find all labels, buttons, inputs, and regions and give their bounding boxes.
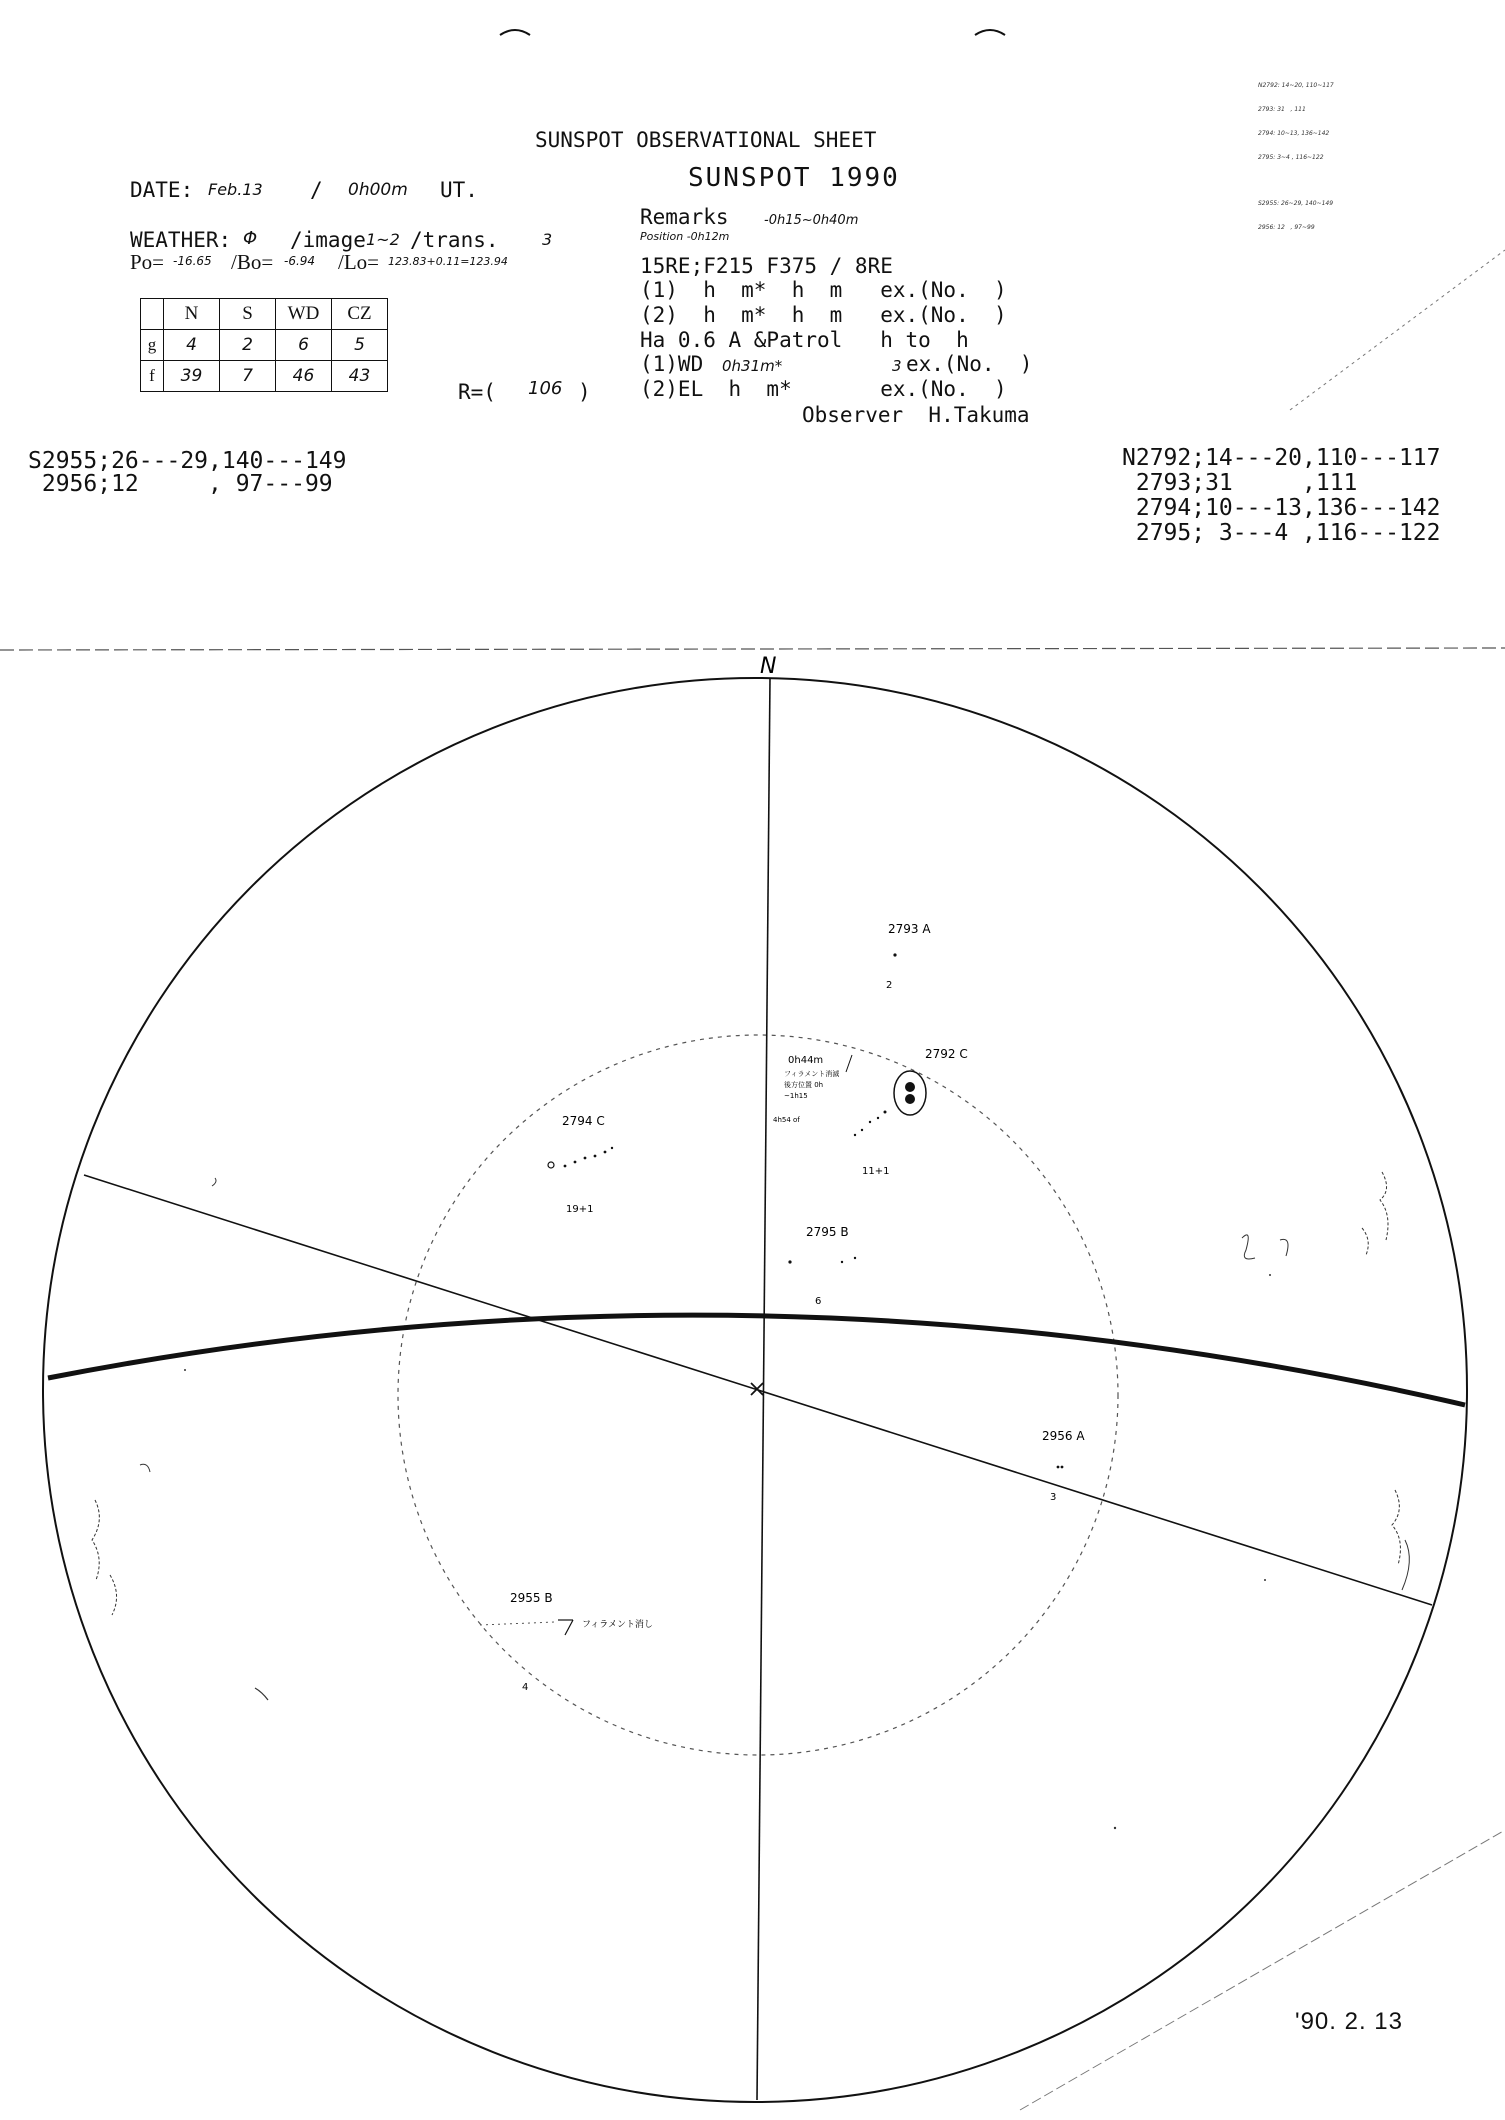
corner-note-line: 2794: 10~13, 136~142 — [1258, 130, 1330, 137]
note-pointer — [846, 1055, 852, 1072]
remarks-line4: Ha 0.6 A &Patrol h to h — [640, 328, 969, 352]
spot-label-2955b: 2955 B — [510, 1591, 553, 1605]
header-s: S — [220, 299, 276, 330]
weather-value: Φ — [243, 228, 258, 249]
south-group-line-1: S2955;26---29,140---149 — [28, 448, 347, 474]
weather-label: WEATHER: — [130, 228, 232, 252]
f-cz-value: 43 — [332, 361, 388, 392]
trans-label: /trans. — [410, 228, 499, 252]
r-label: R=( — [458, 380, 496, 404]
sunspot-penumbra — [894, 1071, 926, 1115]
date-label: DATE: — [130, 178, 194, 202]
north-group-line-4: 2795; 3---4 ,116---122 — [1122, 520, 1441, 546]
image-label: /image — [290, 228, 366, 252]
stray-dot — [184, 1369, 186, 1371]
sunspot-mark — [861, 1129, 863, 1131]
date-value: Feb.13 — [208, 180, 263, 199]
corner-note-line: 2956: 12 , 97~99 — [1258, 224, 1315, 231]
header-wd: WD — [276, 299, 332, 330]
spot-label-2794c: 2794 C — [562, 1114, 605, 1128]
remarks-line3: (2) h m* h m ex.(No. ) — [640, 303, 1007, 327]
r-value: 106 — [528, 378, 563, 399]
stray-mark — [1020, 1830, 1505, 2110]
remarks-value: -0h15~0h40m — [764, 213, 859, 228]
sunspot-umbra — [905, 1094, 915, 1104]
facula-sketch — [1242, 1235, 1255, 1259]
facula-sketch — [92, 1500, 99, 1580]
f-n-value: 39 — [164, 361, 220, 392]
spot-label-2792c: 2792 C — [925, 1047, 968, 1061]
f-wd-value: 46 — [276, 361, 332, 392]
g-wd-value: 6 — [276, 330, 332, 361]
g-n-value: 4 — [164, 330, 220, 361]
time-unit: UT. — [440, 178, 478, 202]
trans-value: 3 — [542, 230, 553, 249]
spot-count-2955b: 4 — [522, 1682, 529, 1693]
sunspot-mark — [584, 1157, 587, 1160]
corner-note-line: 2793: 31 , 111 — [1258, 106, 1306, 113]
sheet-title: SUNSPOT OBSERVATIONAL SHEET — [535, 128, 877, 152]
facula-sketch — [1380, 1172, 1388, 1240]
f-s-value: 7 — [220, 361, 276, 392]
sunspot-mark — [1061, 1466, 1064, 1469]
facula-sketch — [1362, 1228, 1368, 1255]
lo-label: /Lo= — [338, 250, 380, 274]
stray-dot — [1269, 1274, 1271, 1276]
sunspot-mark — [604, 1151, 607, 1154]
remarks-position: Position -0h12m — [640, 230, 730, 243]
north-group-line-2: 2793;31 ,111 — [1122, 470, 1358, 496]
corner-note-line: 2795: 3~4 , 116~122 — [1258, 154, 1324, 161]
note-line: 4h54 of — [773, 1116, 800, 1124]
stray-dot — [1264, 1579, 1266, 1581]
central-zone-circle — [398, 1035, 1118, 1755]
spot-count-2794c: 19+1 — [566, 1204, 594, 1215]
remarks-line5-a: (1)WD — [640, 352, 704, 376]
remarks-line5-hand: 0h31m* — [722, 357, 783, 375]
remarks-label: Remarks — [640, 205, 729, 229]
note-0h44m: 0h44m — [788, 1055, 824, 1066]
corner-note-line: N2792: 14~20, 110~117 — [1258, 82, 1334, 89]
facula-sketch — [1392, 1490, 1400, 1565]
sunspot-mark — [884, 1111, 887, 1114]
note-2955b: フィラメント消し — [582, 1620, 654, 1630]
remarks-line5-c: ex.(No. ) — [906, 352, 1033, 376]
spot-count-2792c: 11+1 — [862, 1166, 890, 1177]
sunspot-mark — [564, 1165, 567, 1168]
sunspot-mark — [841, 1261, 843, 1263]
header-cz: CZ — [332, 299, 388, 330]
facula-sketch — [1280, 1239, 1288, 1256]
sunspot-mark — [854, 1134, 856, 1136]
facula-sketch — [140, 1464, 150, 1472]
sheet-subtitle: SUNSPOT 1990 — [688, 163, 900, 193]
row-label-f: f — [141, 361, 164, 392]
facula-sketch — [212, 1178, 216, 1186]
r-close: ) — [578, 380, 591, 404]
date-stamp: '90. 2. 13 — [1295, 2008, 1403, 2035]
sunspot-mark — [877, 1117, 879, 1119]
facula-sketch — [110, 1575, 117, 1615]
sunspot-mark — [611, 1147, 613, 1149]
north-south-axis — [757, 678, 770, 2100]
bo-value: -6.94 — [284, 254, 316, 268]
po-value: -16.65 — [173, 254, 212, 268]
time-separator: / — [310, 178, 323, 202]
sunspot-pointer — [565, 1620, 573, 1635]
spot-label-2795b: 2795 B — [806, 1225, 849, 1239]
sunspot-mark — [893, 953, 896, 956]
sunspot-mark — [574, 1161, 577, 1164]
corner-note-line: S2955: 26~29, 140~149 — [1258, 200, 1334, 207]
spot-label-2793a: 2793 A — [888, 922, 931, 936]
spot-label-2956a: 2956 A — [1042, 1429, 1085, 1443]
sunspot-mark — [854, 1257, 856, 1259]
stray-mark — [1290, 250, 1505, 410]
g-cz-value: 5 — [332, 330, 388, 361]
header-n: N — [164, 299, 220, 330]
g-s-value: 2 — [220, 330, 276, 361]
spot-count-2795b: 6 — [815, 1296, 822, 1307]
sunspot-mark — [594, 1155, 597, 1158]
po-label: Po= — [130, 250, 165, 274]
bo-label: /Bo= — [231, 250, 274, 274]
sunspot-mark — [788, 1260, 791, 1263]
note-line: ~1h15 — [784, 1092, 808, 1100]
image-value: 1~2 — [366, 230, 400, 249]
sunspot-umbra — [905, 1082, 915, 1092]
facula-sketch — [255, 1688, 268, 1700]
north-group-line-1: N2792;14---20,110---117 — [1122, 445, 1441, 471]
sunspot-mark — [869, 1121, 871, 1123]
north-label: N — [760, 654, 777, 679]
sunspot-mark — [548, 1162, 554, 1168]
note-line: 後方位置 0h — [784, 1081, 824, 1089]
note-line: フィラメント消滅 — [784, 1070, 840, 1078]
spot-count-2956a: 3 — [1050, 1492, 1057, 1503]
binder-hole-mark — [975, 30, 1005, 35]
sunspot-trail — [480, 1622, 555, 1625]
remarks-line5-count: 3 — [892, 357, 902, 375]
spot-count-2793a: 2 — [886, 980, 893, 991]
north-group-line-3: 2794;10---13,136---142 — [1122, 495, 1441, 521]
south-group-line-2: 2956;12 , 97---99 — [28, 471, 333, 497]
facula-sketch — [1402, 1540, 1409, 1590]
remarks-line1: 15RE;F215 F375 / 8RE — [640, 254, 893, 278]
row-label-g: g — [141, 330, 164, 361]
lo-value: 123.83+0.11=123.94 — [388, 255, 508, 268]
binder-hole-mark — [500, 30, 530, 35]
stray-dot — [1114, 1827, 1116, 1829]
remarks-line2: (1) h m* h m ex.(No. ) — [640, 278, 1007, 302]
remarks-line6: (2)EL h m* ex.(No. ) — [640, 377, 1007, 401]
solar-equator — [48, 1315, 1465, 1405]
time-value: 0h00m — [348, 180, 408, 200]
observer: Observer H.Takuma — [802, 403, 1030, 427]
fold-line — [0, 648, 1505, 650]
sunspot-mark — [1057, 1466, 1060, 1469]
